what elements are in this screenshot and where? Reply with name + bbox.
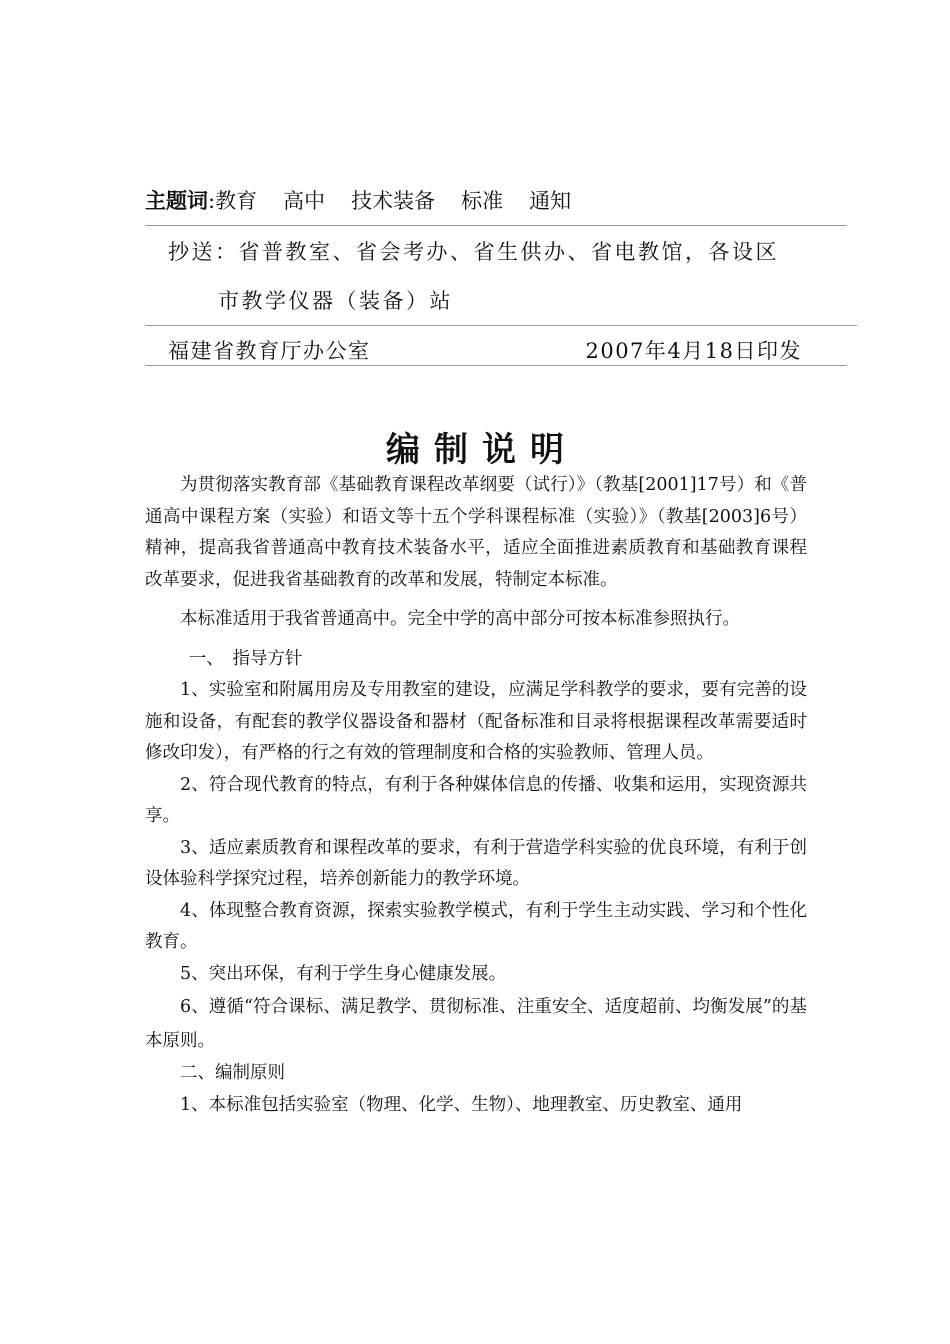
subject-words-line [145, 186, 845, 216]
section-heading: 二、编制原则 [180, 1063, 285, 1083]
issue-date: 2007年4月18日印发 [585, 339, 802, 363]
body-paragraph: 1、实验室和附属用房及专用教室的建设，应满足学科教学的要求，要有完善的设施和设备，有配套的教学仪器设备和器材（配备标准和目录将根据课程改革需要适时修改印发），有严格的行之有效的管理制度和合格的实验教师、管理人员。 [145, 680, 807, 763]
body-paragraph: 6、遵循“符合课标、满足教学、贯彻标准、注重安全、适度超前、均衡发展”的基本原则。 [145, 997, 807, 1051]
document-title: 编制说明 [386, 430, 578, 470]
body-paragraph: 3、适应素质教育和课程改革的要求，有利于营造学科实验的优良环境，有利于创设体验科学探究过程，培养创新能力的教学环境。 [145, 837, 807, 889]
subject-word: 教育 [215, 189, 258, 213]
document-body [145, 470, 807, 1121]
body-paragraph: 本标准适用于我省普通高中。完全中学的高中部分可按本标准参照执行。 [180, 609, 740, 629]
body-paragraph: 4、体现整合教育资源，探索实验教学模式，有利于学生主动实践、学习和个性化教育。 [145, 900, 807, 952]
divider-line [145, 365, 847, 366]
issuing-office: 福建省教育厅办公室 [168, 339, 371, 363]
body-paragraph: 为贯彻落实教育部《基础教育课程改革纲要（试行）》（教基[2001]17号）和《普通高中课程方案（实验）和语文等十五个学科课程标准（实验）》（教基[2003]6号）精神，提高我省普通高中教育技术装备水平，适应全面推进素质教育和基础教育课程改革要求，促进我省基础教育的改革和发展，特制定本标准。 [145, 475, 807, 590]
cc-recipients-continuation: 市教学仪器（装备）站 [218, 289, 453, 313]
subject-word: 标准 [461, 189, 504, 213]
body-paragraph: 2、符合现代教育的特点，有利于各种媒体信息的传播、收集和运用，实现资源共享。 [145, 774, 807, 826]
subject-word: 技术装备 [351, 189, 436, 213]
divider-line [145, 225, 847, 226]
subject-word: 通知 [529, 189, 572, 213]
body-paragraph: 1、本标准包括实验室（物理、化学、生物）、地理教室、历史教室、通用 [180, 1094, 743, 1115]
subject-label: 主题词 [145, 189, 208, 213]
divider-line [145, 325, 857, 326]
cc-recipients-line: 抄送：省普教室、省会考办、省生供办、省电教馆，各设区 [168, 240, 779, 264]
subject-separator: : [208, 189, 216, 213]
section-heading: 一、 指导方针 [188, 648, 303, 669]
subject-word: 高中 [283, 189, 326, 213]
body-paragraph: 5、突出环保，有利于学生身心健康发展。 [180, 963, 507, 984]
